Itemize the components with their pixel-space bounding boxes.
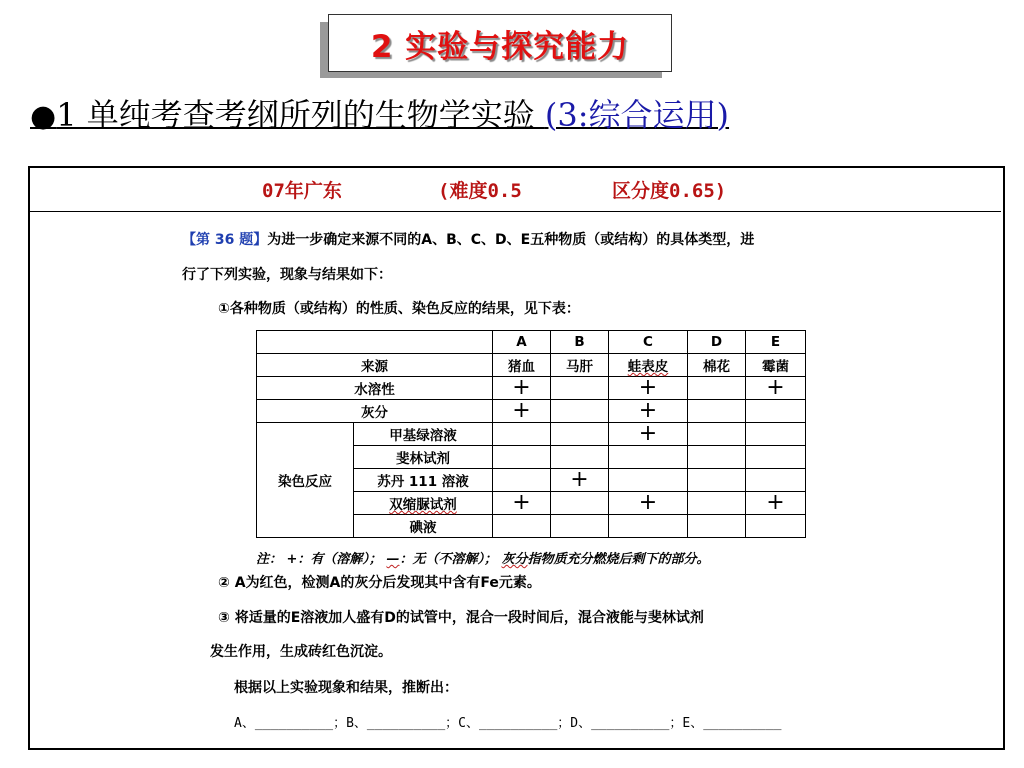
table-cell bbox=[746, 469, 806, 492]
heading-text: 1 单纯考查考纲所列的生物学实验 bbox=[56, 96, 545, 134]
table-cell bbox=[688, 400, 746, 423]
table-cell: + bbox=[746, 377, 806, 400]
discrimination-label: 区分度0.65) bbox=[612, 180, 727, 202]
table-row bbox=[257, 400, 806, 423]
table-note: 注： +：有（溶解）； —：无（不溶解）； 灰分指物质充分燃烧后剩下的部分。 bbox=[256, 552, 710, 567]
table-cell: 猪血 bbox=[493, 354, 551, 377]
question-line-1 bbox=[182, 229, 754, 249]
row-label: 甲基绿溶液 bbox=[354, 423, 493, 446]
row-label: 苏丹 111 溶液 bbox=[354, 469, 493, 492]
table-cell bbox=[551, 492, 609, 515]
table-cell bbox=[609, 469, 688, 492]
column-header: D bbox=[688, 331, 746, 354]
table-cell bbox=[746, 400, 806, 423]
answer-blanks: A、__________；B、__________；C、__________；D、__________；E、__________ bbox=[234, 716, 782, 731]
table-cell: 马肝 bbox=[551, 354, 609, 377]
table-cell bbox=[688, 515, 746, 538]
table-cell bbox=[746, 515, 806, 538]
table-cell bbox=[551, 377, 609, 400]
table-cell bbox=[688, 446, 746, 469]
row-label: 来源 bbox=[257, 354, 493, 377]
table-cell: + bbox=[609, 492, 688, 515]
results-table bbox=[256, 330, 806, 538]
table-cell bbox=[688, 492, 746, 515]
section-heading bbox=[30, 94, 910, 138]
table-cell: + bbox=[609, 377, 688, 400]
table-cell: + bbox=[609, 423, 688, 446]
table-cell bbox=[551, 423, 609, 446]
table-cell: 棉花 bbox=[688, 354, 746, 377]
slide-title: 2 实验与探究能力 bbox=[328, 14, 672, 72]
table-cell bbox=[688, 377, 746, 400]
bullet-icon: ● bbox=[30, 99, 57, 134]
question-item-1: ①各种物质（或结构）的性质、染色反应的结果，见下表： bbox=[218, 301, 580, 317]
heading-link[interactable]: (3:综合运用) bbox=[544, 96, 730, 134]
table-cell bbox=[609, 446, 688, 469]
table-cell bbox=[609, 515, 688, 538]
table-cell bbox=[493, 515, 551, 538]
column-header: E bbox=[746, 331, 806, 354]
column-header: C bbox=[609, 331, 688, 354]
question-line-2: 行了下列实验，现象与结果如下： bbox=[182, 267, 392, 283]
table-cell bbox=[551, 515, 609, 538]
table-cell: 蛙表皮 bbox=[609, 354, 688, 377]
row-label: 水溶性 bbox=[257, 377, 493, 400]
table-cell bbox=[746, 423, 806, 446]
question-item-3b: 发生作用，生成砖红色沉淀。 bbox=[210, 644, 392, 660]
conclusion-prompt: 根据以上实验现象和结果，推断出： bbox=[234, 680, 458, 696]
table-cell bbox=[551, 446, 609, 469]
table-cell: + bbox=[493, 377, 551, 400]
question-item-3a: ③ 将适量的E溶液加人盛有D的试管中，混合一段时间后，混合液能与斐林试剂 bbox=[218, 610, 704, 626]
difficulty-label: (难度0.5 bbox=[438, 180, 522, 202]
table-cell bbox=[493, 469, 551, 492]
exam-info-bar bbox=[28, 168, 1001, 212]
row-group-label: 染色反应 bbox=[257, 423, 354, 538]
exam-source: 07年广东 bbox=[262, 180, 342, 202]
table-cell: 霉菌 bbox=[746, 354, 806, 377]
table-cell: + bbox=[746, 492, 806, 515]
table-cell bbox=[688, 423, 746, 446]
table-cell bbox=[688, 469, 746, 492]
row-label: 灰分 bbox=[257, 400, 493, 423]
table-cell bbox=[551, 400, 609, 423]
table-row bbox=[257, 423, 806, 446]
table-row bbox=[257, 377, 806, 400]
table-cell: + bbox=[551, 469, 609, 492]
table-cell: + bbox=[609, 400, 688, 423]
question-item-2: ② A为红色，检测A的灰分后发现其中含有Fe元素。 bbox=[218, 575, 541, 591]
row-label: 碘液 bbox=[354, 515, 493, 538]
table-cell: + bbox=[493, 400, 551, 423]
table-cell: + bbox=[493, 492, 551, 515]
table-row bbox=[257, 354, 806, 377]
column-header: B bbox=[551, 331, 609, 354]
question-tag: 【第 36 题】 bbox=[182, 232, 268, 248]
question-text-1: 为进一步确定来源不同的A、B、C、D、E五种物质（或结构）的具体类型，进 bbox=[267, 232, 755, 248]
table-cell bbox=[493, 423, 551, 446]
row-label: 斐林试剂 bbox=[354, 446, 493, 469]
table-cell bbox=[746, 446, 806, 469]
table-header-row bbox=[257, 331, 806, 354]
table-cell bbox=[493, 446, 551, 469]
column-header: A bbox=[493, 331, 551, 354]
row-label: 双缩脲试剂 bbox=[354, 492, 493, 515]
